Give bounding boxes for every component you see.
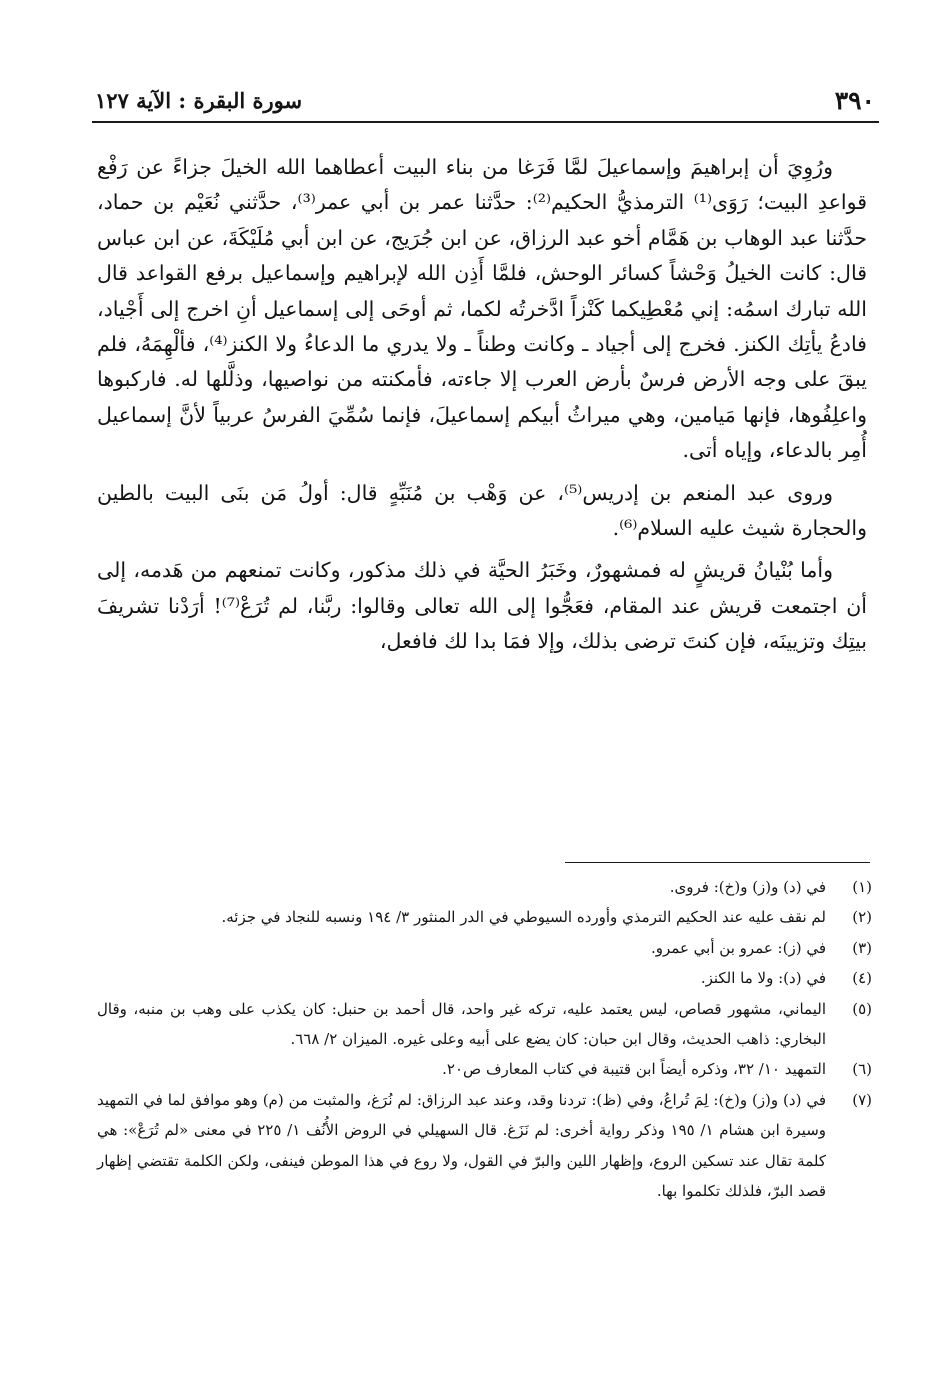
footnote-number: (٦)	[852, 1060, 872, 1079]
footnote-number: (٤)	[852, 969, 872, 988]
footnote-number: (٣)	[852, 938, 872, 957]
paragraph: ورُوِيَ أن إبراهيمَ وإسماعيلَ لمَّا فَرَغا من بناء البيت أعطاهما الله الخيلَ جزاءً عن رَفْع قواعدِ البيت؛ رَوَى⁽¹⁾ الترمذيُّ الحكيم⁽²⁾: حدَّثنا عمر بن أبي عمر⁽³⁾، حدَّثني نُعَيْم بن حماد، حدَّثنا عبد الوهاب بن هَمَّام أخو عبد الرزاق، عن ابن جُرَيج، عن ابن أبي مُلَيْكَةَ، عن ابن عباس قال: كانت الخيلُ وَحْشاً كسائر الوحش، فلمَّا أَذِن الله لإبراهيم وإسماعيل برفع القواعد قال الله تبارك اسمُه: إني مُعْطِيكما كَنْزاً ادَّخرتُه لكما، ثم أوحَى إلى إسماعيل أنِ اخرج إلى أَجْياد، فادعُ يأتِك الكنز. فخرج إلى أجياد ـ وكانت وطناً ـ ولا يدري ما الدعاءُ ولا الكنز⁽⁴⁾، فألْهِمَهُ، فلم يبقَ على وجه الأرض فرسٌ بأرض العرب إلا جاءته، فأمكنته من نواصيها، وذلَّلها له. فاركبوها واعلِفُوها، فإنها مَيامين، وهي ميراثُ أبيكم إسماعيلَ، فإنما سُمِّيَ الفرسُ عربياً لأنَّ إسماعيل أُمِر بالدعاء، وإياه أتى.	[97, 155, 867, 463]
footnotes	[97, 872, 872, 1206]
running-header	[95, 78, 875, 118]
footnote-separator	[565, 862, 870, 863]
page-number: ٣٩٠	[834, 86, 875, 115]
footnote-number: (٥)	[852, 999, 872, 1018]
main-text	[97, 150, 867, 660]
header-rule	[92, 121, 879, 123]
footnote-text: في (د) و(ز) و(خ): لِمَ تُراعُ، وفي (ظ): تردنا وقد، وعند عبد الرزاق: لم نُرَغ، والمثبت من (م) وهو موافق لما في التمهيد وسيرة ابن هشام ١/ ١٩٥ وذكر رواية أخرى: لم نَزَغ. قال السهيلي في الروض الأُنُف ١/ ٢٢٥ في معنى «لم تُرَعْ»: هي كلمة تقال عند تسكين الروع، وإظهار اللين والبرّ في القول، ولا روع في هذا الموطن فينفى، ولكن الكلمة تقتضي إظهار قصد البرّ، فلذلك تكلموا بها.	[97, 1090, 827, 1201]
paragraph: وأما بُنْيانُ قريشٍ له فمشهورٌ، وخَبَرُ الحيَّة في ذلك مذكور، وكانت تمنعهم من هَدمه، إلى أن اجتمعت قريش عند المقام، فعَجُّوا إلى الله تعالى وقالوا: ربَّنا، لم تُرَعْ⁽⁷⁾! أرَدْنا تشريفَ بيتِك وتزيينَه، فإن كنتَ ترضى بذلك، وإلا فمَا بدا لك فافعل،	[97, 558, 868, 654]
footnote-1	[97, 872, 872, 902]
footnote-5	[97, 994, 872, 1055]
footnote-text: التمهيد ١٠/ ٣٢، وذكره أيضاً ابن قتيبة في كتاب المعارف ص٢٠.	[442, 1060, 826, 1079]
footnote-number: (٧)	[852, 1090, 872, 1109]
paragraph: وروى عبد المنعم بن إدريس⁽⁵⁾، عن وَهْب بن مُنَبِّهٍ قال: أولُ مَن بنَى البيت بالطين والحجارة شيث عليه السلام⁽⁶⁾.	[97, 480, 867, 541]
footnote-text: اليماني، مشهور قصاص، ليس يعتمد عليه، تركه غير واحد، قال أحمد بن حنبل: كان يكذب على وهب بن منبه، وقال البخاري: ذاهب الحديث، وقال ابن حبان: كان يضع على أبيه وعلى غيره. الميزان ٢/ ٦٦٨.	[97, 999, 826, 1049]
footnote-4	[97, 963, 872, 993]
footnote-number: (١)	[852, 878, 872, 896]
footnote-3	[97, 933, 872, 963]
surah-title: سورة البقرة : الآية ١٢٧	[95, 88, 303, 113]
footnote-number: (٢)	[852, 908, 872, 927]
footnote-6	[97, 1054, 872, 1084]
footnote-text: في (ز): عمرو بن أبي عمرو.	[650, 938, 826, 957]
footnote-7	[97, 1085, 872, 1207]
footnote-text: في (د) و(ز) و(خ): فروى.	[669, 878, 826, 896]
footnote-2	[97, 902, 872, 932]
footnote-text: في (د): ولا ما الكنز.	[700, 969, 826, 988]
footnote-text: لم نقف عليه عند الحكيم الترمذي وأورده السيوطي في الدر المنثور ٣/ ١٩٤ ونسبه للنجاد في جزئه.	[221, 908, 826, 927]
